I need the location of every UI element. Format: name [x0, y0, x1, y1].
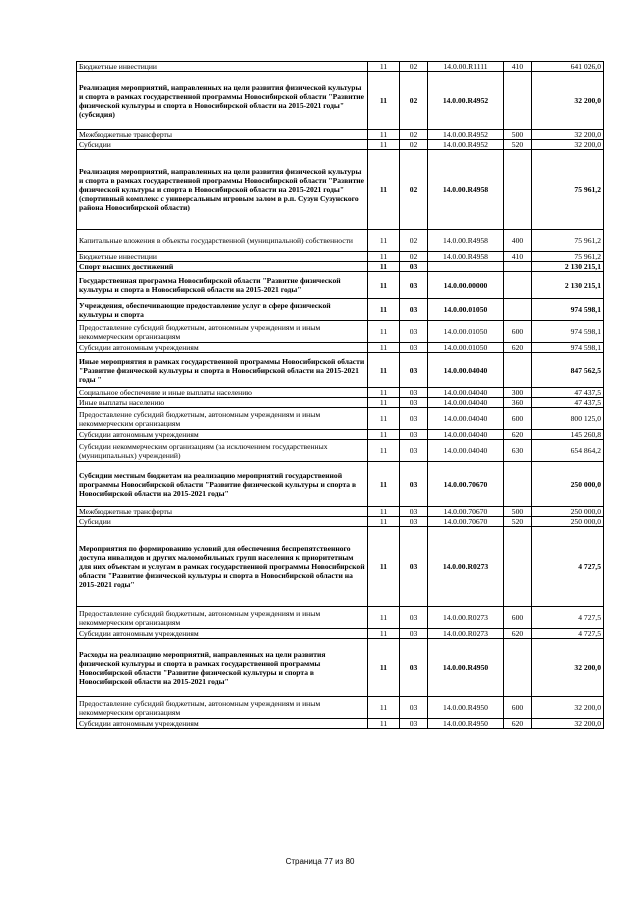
row-name: Социальное обеспечение и иные выплаты населению — [77, 388, 368, 398]
row-section-code: 11 — [368, 440, 400, 462]
row-section-code: 11 — [368, 130, 400, 140]
row-expense-type-code: 500 — [504, 130, 532, 140]
table-row — [77, 697, 604, 719]
row-amount: 974 598,1 — [532, 321, 604, 343]
row-target-code: 14.0.00.04040 — [428, 440, 504, 462]
row-amount: 75 961,2 — [532, 150, 604, 230]
row-name: Спорт высших достижений — [77, 262, 368, 272]
row-target-code: 14.0.00.04040 — [428, 353, 504, 388]
row-subsection-code: 03 — [400, 719, 428, 729]
row-subsection-code: 03 — [400, 299, 428, 321]
row-target-code: 14.0.00.R4958 — [428, 230, 504, 252]
row-amount: 847 562,5 — [532, 353, 604, 388]
page-number: Страница 77 из 80 — [285, 857, 355, 866]
row-section-code: 11 — [368, 299, 400, 321]
row-expense-type-code: 410 — [504, 252, 532, 262]
row-subsection-code: 03 — [400, 607, 428, 629]
row-expense-type-code — [504, 299, 532, 321]
table-row — [77, 299, 604, 321]
table-row — [77, 353, 604, 388]
row-expense-type-code: 410 — [504, 62, 532, 72]
table-row — [77, 388, 604, 398]
row-expense-type-code — [504, 639, 532, 697]
row-section-code: 11 — [368, 353, 400, 388]
row-name: Субсидии — [77, 517, 368, 527]
row-section-code: 11 — [368, 272, 400, 299]
row-subsection-code: 03 — [400, 321, 428, 343]
row-amount: 32 200,0 — [532, 72, 604, 130]
row-expense-type-code — [504, 150, 532, 230]
row-amount: 32 200,0 — [532, 140, 604, 150]
row-subsection-code: 03 — [400, 388, 428, 398]
row-section-code: 11 — [368, 697, 400, 719]
row-amount: 800 125,0 — [532, 408, 604, 430]
row-section-code: 11 — [368, 507, 400, 517]
row-expense-type-code: 620 — [504, 719, 532, 729]
row-subsection-code: 03 — [400, 517, 428, 527]
row-target-code — [428, 262, 504, 272]
row-name: Межбюджетные трансферты — [77, 130, 368, 140]
row-subsection-code: 03 — [400, 353, 428, 388]
row-amount: 145 260,8 — [532, 430, 604, 440]
table-row — [77, 398, 604, 408]
row-expense-type-code: 620 — [504, 430, 532, 440]
row-subsection-code: 03 — [400, 639, 428, 697]
row-section-code: 11 — [368, 150, 400, 230]
row-target-code: 14.0.00.R4950 — [428, 697, 504, 719]
table-row — [77, 629, 604, 639]
row-subsection-code: 03 — [400, 527, 428, 607]
row-section-code: 11 — [368, 430, 400, 440]
row-target-code: 14.0.00.R4952 — [428, 72, 504, 130]
table-row — [77, 140, 604, 150]
table-row — [77, 343, 604, 353]
row-section-code: 11 — [368, 343, 400, 353]
row-name: Субсидии автономным учреждениям — [77, 719, 368, 729]
row-name: Бюджетные инвестиции — [77, 62, 368, 72]
row-subsection-code: 03 — [400, 408, 428, 430]
table-row — [77, 517, 604, 527]
row-section-code: 11 — [368, 527, 400, 607]
row-section-code: 11 — [368, 388, 400, 398]
row-amount: 2 130 215,1 — [532, 262, 604, 272]
row-amount: 4 727,5 — [532, 527, 604, 607]
row-target-code: 14.0.00.R4950 — [428, 719, 504, 729]
row-section-code: 11 — [368, 398, 400, 408]
row-expense-type-code: 360 — [504, 398, 532, 408]
table-row — [77, 462, 604, 507]
table-row — [77, 150, 604, 230]
row-amount: 250 000,0 — [532, 507, 604, 517]
row-target-code: 14.0.00.R4952 — [428, 140, 504, 150]
row-target-code: 14.0.00.01050 — [428, 299, 504, 321]
row-expense-type-code — [504, 462, 532, 507]
row-subsection-code: 03 — [400, 398, 428, 408]
row-target-code: 14.0.00.00000 — [428, 272, 504, 299]
row-amount: 654 864,2 — [532, 440, 604, 462]
row-name: Предоставление субсидий бюджетным, автономным учреждениям и иным некоммерческим организациям — [77, 321, 368, 343]
table-row — [77, 62, 604, 72]
row-target-code: 14.0.00.R4958 — [428, 252, 504, 262]
row-section-code: 11 — [368, 252, 400, 262]
row-target-code: 14.0.00.70670 — [428, 507, 504, 517]
row-target-code: 14.0.00.04040 — [428, 408, 504, 430]
row-target-code: 14.0.00.R0273 — [428, 607, 504, 629]
row-target-code: 14.0.00.04040 — [428, 388, 504, 398]
row-expense-type-code: 500 — [504, 507, 532, 517]
row-name: Субсидии некоммерческим организациям (за исключением государственных (муниципальных) учреждений) — [77, 440, 368, 462]
row-amount: 250 000,0 — [532, 462, 604, 507]
budget-table-body — [77, 62, 604, 729]
row-name: Предоставление субсидий бюджетным, автономным учреждениям и иным некоммерческим организациям — [77, 408, 368, 430]
row-section-code: 11 — [368, 639, 400, 697]
row-target-code: 14.0.00.70670 — [428, 517, 504, 527]
row-name: Межбюджетные трансферты — [77, 507, 368, 517]
row-section-code: 11 — [368, 629, 400, 639]
table-row — [77, 719, 604, 729]
table-row — [77, 130, 604, 140]
row-expense-type-code — [504, 72, 532, 130]
table-row — [77, 440, 604, 462]
row-subsection-code: 03 — [400, 343, 428, 353]
row-name: Субсидии автономным учреждениям — [77, 343, 368, 353]
row-subsection-code: 02 — [400, 72, 428, 130]
row-name: Субсидии автономным учреждениям — [77, 629, 368, 639]
row-subsection-code: 03 — [400, 272, 428, 299]
row-amount: 974 598,1 — [532, 299, 604, 321]
row-section-code: 11 — [368, 140, 400, 150]
row-amount: 32 200,0 — [532, 697, 604, 719]
row-target-code: 14.0.00.01050 — [428, 321, 504, 343]
row-target-code: 14.0.00.R1111 — [428, 62, 504, 72]
row-target-code: 14.0.00.R0273 — [428, 527, 504, 607]
row-expense-type-code: 600 — [504, 607, 532, 629]
row-target-code: 14.0.00.R4958 — [428, 150, 504, 230]
table-row — [77, 272, 604, 299]
row-expense-type-code: 600 — [504, 321, 532, 343]
row-amount: 4 727,5 — [532, 629, 604, 639]
row-expense-type-code: 300 — [504, 388, 532, 398]
table-row — [77, 507, 604, 517]
row-amount: 32 200,0 — [532, 130, 604, 140]
row-amount: 2 130 215,1 — [532, 272, 604, 299]
row-name: Государственная программа Новосибирской области "Развитие физической культуры и спорта в Новосибирской области на 2015-2021 годы" — [77, 272, 368, 299]
table-row — [77, 607, 604, 629]
row-subsection-code: 02 — [400, 230, 428, 252]
row-section-code: 11 — [368, 517, 400, 527]
table-row — [77, 262, 604, 272]
row-name: Предоставление субсидий бюджетным, автономным учреждениям и иным некоммерческим организациям — [77, 607, 368, 629]
row-amount: 974 598,1 — [532, 343, 604, 353]
row-name: Бюджетные инвестиции — [77, 252, 368, 262]
row-subsection-code: 03 — [400, 262, 428, 272]
row-name: Иные выплаты населению — [77, 398, 368, 408]
row-name: Иные мероприятия в рамках государственной программы Новосибирской области "Развитие физической культуры и спорта в Новосибирской области на 2015-2021 годы " — [77, 353, 368, 388]
row-subsection-code: 03 — [400, 697, 428, 719]
row-amount: 47 437,5 — [532, 398, 604, 408]
row-expense-type-code — [504, 353, 532, 388]
row-name: Капитальные вложения в объекты государственной (муниципальной) собственности — [77, 230, 368, 252]
table-row — [77, 639, 604, 697]
table-row — [77, 252, 604, 262]
row-name: Реализация мероприятий, направленных на цели развития физической культуры и спорта в рамках государственной программы Новосибирской области "Развитие физической культуры и спорта в Новосибирской области на 2015-2021 годы" (субсидия) — [77, 72, 368, 130]
row-expense-type-code: 630 — [504, 440, 532, 462]
row-amount: 4 727,5 — [532, 607, 604, 629]
row-subsection-code: 03 — [400, 440, 428, 462]
row-expense-type-code — [504, 527, 532, 607]
row-name: Субсидии местным бюджетам на реализацию мероприятий государственной программы Новосибирской области "Развитие физической культуры и спорта в Новосибирской области на 2015-2021 годы" — [77, 462, 368, 507]
row-expense-type-code — [504, 262, 532, 272]
table-row — [77, 430, 604, 440]
row-subsection-code: 02 — [400, 62, 428, 72]
row-target-code: 14.0.00.70670 — [428, 462, 504, 507]
row-subsection-code: 03 — [400, 430, 428, 440]
row-expense-type-code: 600 — [504, 697, 532, 719]
row-name: Мероприятия по формированию условий для обеспечения беспрепятственного доступа инвалидов и других маломобильных групп населения к приоритетным для них объектам и услугам в рамках государственной программы Новосибирской области "Развитие физической культуры и спорта в Новосибирской области на 2015-2021 годы" — [77, 527, 368, 607]
row-section-code: 11 — [368, 607, 400, 629]
row-name: Субсидии — [77, 140, 368, 150]
row-expense-type-code: 620 — [504, 629, 532, 639]
row-section-code: 11 — [368, 72, 400, 130]
row-subsection-code: 03 — [400, 462, 428, 507]
row-section-code: 11 — [368, 62, 400, 72]
row-amount: 75 961,2 — [532, 230, 604, 252]
row-subsection-code: 02 — [400, 150, 428, 230]
row-name: Предоставление субсидий бюджетным, автономным учреждениям и иным некоммерческим организациям — [77, 697, 368, 719]
row-name: Субсидии автономным учреждениям — [77, 430, 368, 440]
row-amount: 32 200,0 — [532, 719, 604, 729]
row-expense-type-code — [504, 272, 532, 299]
row-target-code: 14.0.00.04040 — [428, 430, 504, 440]
row-amount: 75 961,2 — [532, 252, 604, 262]
row-section-code: 11 — [368, 719, 400, 729]
row-expense-type-code: 400 — [504, 230, 532, 252]
row-subsection-code: 02 — [400, 140, 428, 150]
table-row — [77, 321, 604, 343]
budget-table — [76, 61, 604, 729]
row-target-code: 14.0.00.04040 — [428, 398, 504, 408]
table-row — [77, 72, 604, 130]
row-name: Реализация мероприятий, направленных на цели развития физической культуры и спорта в рамках государственной программы Новосибирской области "Развитие физической культуры и спорта в Новосибирской области на 2015-2021 годы" (спортивный комплекс с универсальным игровым залом в р.п. Сузун Сузунского района Новосибирской области) — [77, 150, 368, 230]
table-row — [77, 527, 604, 607]
row-subsection-code: 02 — [400, 252, 428, 262]
row-name: Учреждения, обеспечивающие предоставление услуг в сфере физической культуры и спорта — [77, 299, 368, 321]
row-expense-type-code: 520 — [504, 140, 532, 150]
row-expense-type-code: 620 — [504, 343, 532, 353]
row-section-code: 11 — [368, 321, 400, 343]
row-amount: 641 026,0 — [532, 62, 604, 72]
row-section-code: 11 — [368, 408, 400, 430]
row-target-code: 14.0.00.R0273 — [428, 629, 504, 639]
row-amount: 32 200,0 — [532, 639, 604, 697]
row-expense-type-code: 600 — [504, 408, 532, 430]
row-section-code: 11 — [368, 230, 400, 252]
row-subsection-code: 03 — [400, 507, 428, 517]
row-amount: 250 000,0 — [532, 517, 604, 527]
row-amount: 47 437,5 — [532, 388, 604, 398]
row-expense-type-code: 520 — [504, 517, 532, 527]
row-section-code: 11 — [368, 262, 400, 272]
row-subsection-code: 02 — [400, 130, 428, 140]
row-target-code: 14.0.00.01050 — [428, 343, 504, 353]
row-section-code: 11 — [368, 462, 400, 507]
row-target-code: 14.0.00.R4952 — [428, 130, 504, 140]
row-subsection-code: 03 — [400, 629, 428, 639]
table-row — [77, 408, 604, 430]
row-name: Расходы на реализацию мероприятий, направленных на цели развития физической культуры и спорта в рамках государственной программы Новосибирской области "Развитие физической культуры и спорта в Новосибирской области на 2015-2021 годы" — [77, 639, 368, 697]
row-target-code: 14.0.00.R4950 — [428, 639, 504, 697]
table-row — [77, 230, 604, 252]
